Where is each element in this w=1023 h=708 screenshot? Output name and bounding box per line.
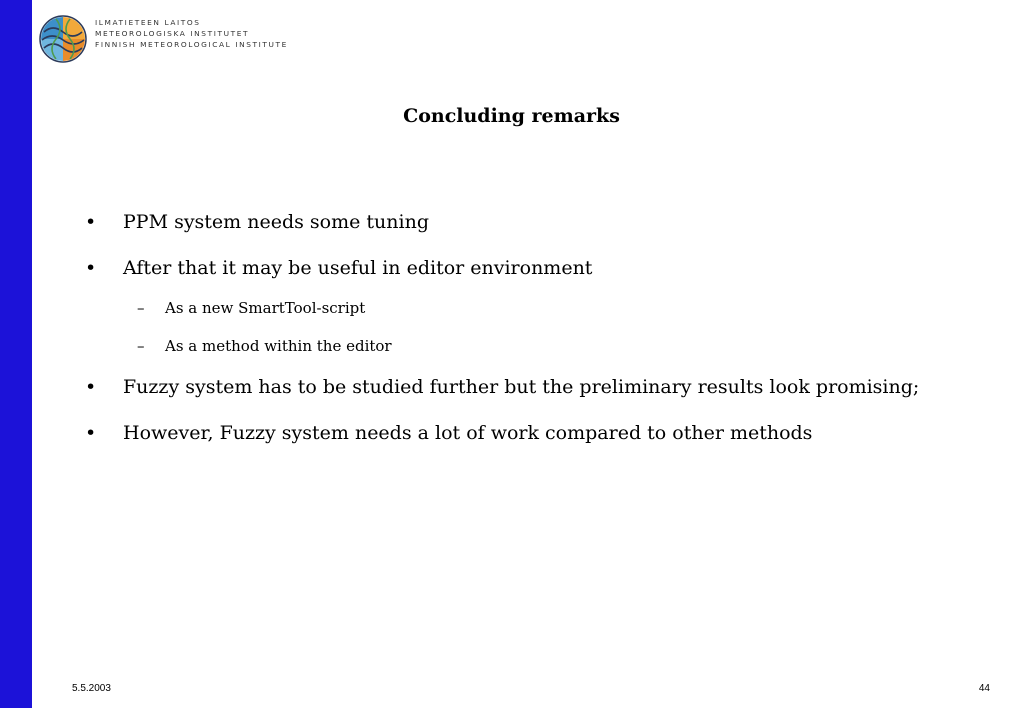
bullet-mark: • bbox=[85, 257, 97, 279]
sub-bullet-text: As a method within the editor bbox=[165, 337, 392, 355]
bullet-mark: • bbox=[85, 422, 97, 444]
bullet-mark: • bbox=[85, 376, 97, 398]
bullet-text: After that it may be useful in editor environment bbox=[123, 257, 593, 279]
bullet-text: However, Fuzzy system needs a lot of work compared to other methods bbox=[123, 422, 813, 444]
sub-bullet-text: As a new SmartTool-script bbox=[165, 299, 366, 317]
bullet-text: Fuzzy system has to be studied further but the preliminary results look promising; bbox=[123, 376, 920, 398]
footer-date: 5.5.2003 bbox=[72, 683, 111, 694]
bullet-mark: • bbox=[85, 211, 97, 233]
org-name-finnish: ILMATIETEEN LAITOS bbox=[95, 18, 201, 27]
sub-bullet-mark: – bbox=[137, 337, 145, 355]
sub-bullet-mark: – bbox=[137, 299, 145, 317]
organization-name bbox=[95, 17, 288, 50]
fmi-logo-icon bbox=[38, 14, 88, 64]
org-name-english: FINNISH METEOROLOGICAL INSTITUTE bbox=[95, 40, 288, 49]
bullet-text: PPM system needs some tuning bbox=[123, 211, 429, 233]
slide-title: Concluding remarks bbox=[403, 105, 620, 127]
footer-page-number: 44 bbox=[978, 683, 990, 694]
org-name-swedish: METEOROLOGISKA INSTITUTET bbox=[95, 29, 250, 38]
